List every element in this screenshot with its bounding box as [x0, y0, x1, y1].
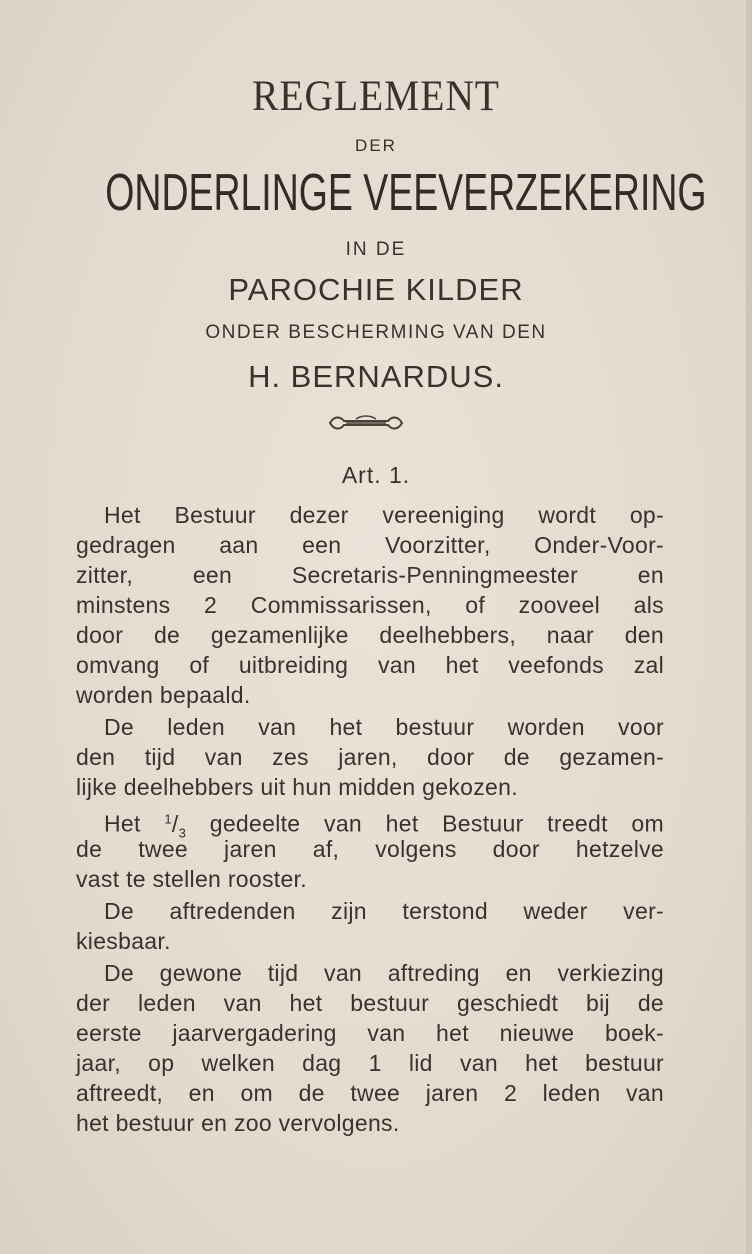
text-line: door de gezamenlijke deelhebbers, naar den [76, 622, 664, 648]
text-line [76, 804, 664, 841]
text-line: omvang of uitbreiding van het veefonds zal [76, 652, 664, 678]
document-title: REGLEMENT [252, 73, 500, 120]
text-line: der leden van het bestuur geschiedt bij de [76, 990, 664, 1016]
title-connector-in-de: IN DE [345, 239, 407, 260]
fraction-denominator: 3 [178, 825, 187, 841]
fraction-one-third: $^1/_3$ [164, 810, 187, 841]
text-line: kiesbaar. [76, 928, 171, 954]
text-line: aftreedt, en om de twee jaren 2 leden van [76, 1080, 664, 1106]
text-line: De leden van het bestuur worden voor [104, 714, 664, 740]
text-line: lijke deelhebbers uit hun midden gekozen. [76, 774, 518, 800]
patron-saint: H. BERNARDUS. [248, 359, 504, 394]
text-line: het bestuur en zoo vervolgens. [76, 1110, 400, 1136]
text-fragment: gedeelte van het Bestuur treedt om [209, 810, 664, 837]
text-line: worden bepaald. [76, 682, 251, 708]
paragraph-3 [76, 804, 664, 894]
text-line: den tijd van zes jaren, door de gezamen- [76, 744, 664, 770]
parish-name: PAROCHIE KILDER [228, 272, 524, 307]
paragraph-4 [76, 896, 664, 956]
text-line: de twee jaren af, volgens door hetzelve [76, 836, 664, 862]
text-line: gedragen aan een Voorzitter, Onder-Voor- [76, 532, 664, 558]
fraction-numerator: 1 [164, 811, 172, 826]
text-line: minstens 2 Commissarissen, of zooveel als [76, 592, 664, 618]
text-line: zitter, een Secretaris-Penningmeester en [76, 562, 664, 588]
article-heading: Art. 1. [341, 462, 411, 488]
article-body [76, 500, 664, 1140]
decorative-scroll-ornament-icon [326, 412, 406, 434]
text-fragment: Het [104, 810, 141, 837]
text-line: De gewone tijd van aftreding en verkiezing [104, 960, 664, 986]
text-line: Het Bestuur dezer vereeniging wordt op- [104, 502, 664, 528]
protection-line: ONDER BESCHERMING VAN DEN [205, 322, 547, 343]
page-edge [746, 0, 752, 1254]
main-title: ONDERLINGE VEEVERZEKERING [105, 164, 707, 222]
text-line: De aftredenden zijn terstond weder ver- [104, 898, 664, 924]
text-line: jaar, op welken dag 1 lid van het bestuur [76, 1050, 664, 1076]
text-line: eerste jaarvergadering van het nieuwe boek- [76, 1020, 664, 1046]
paragraph-5 [76, 958, 664, 1138]
paragraph-1 [76, 500, 664, 710]
text-line: vast te stellen rooster. [76, 866, 307, 892]
paragraph-2 [76, 712, 664, 802]
title-connector-der: DER [355, 136, 397, 155]
